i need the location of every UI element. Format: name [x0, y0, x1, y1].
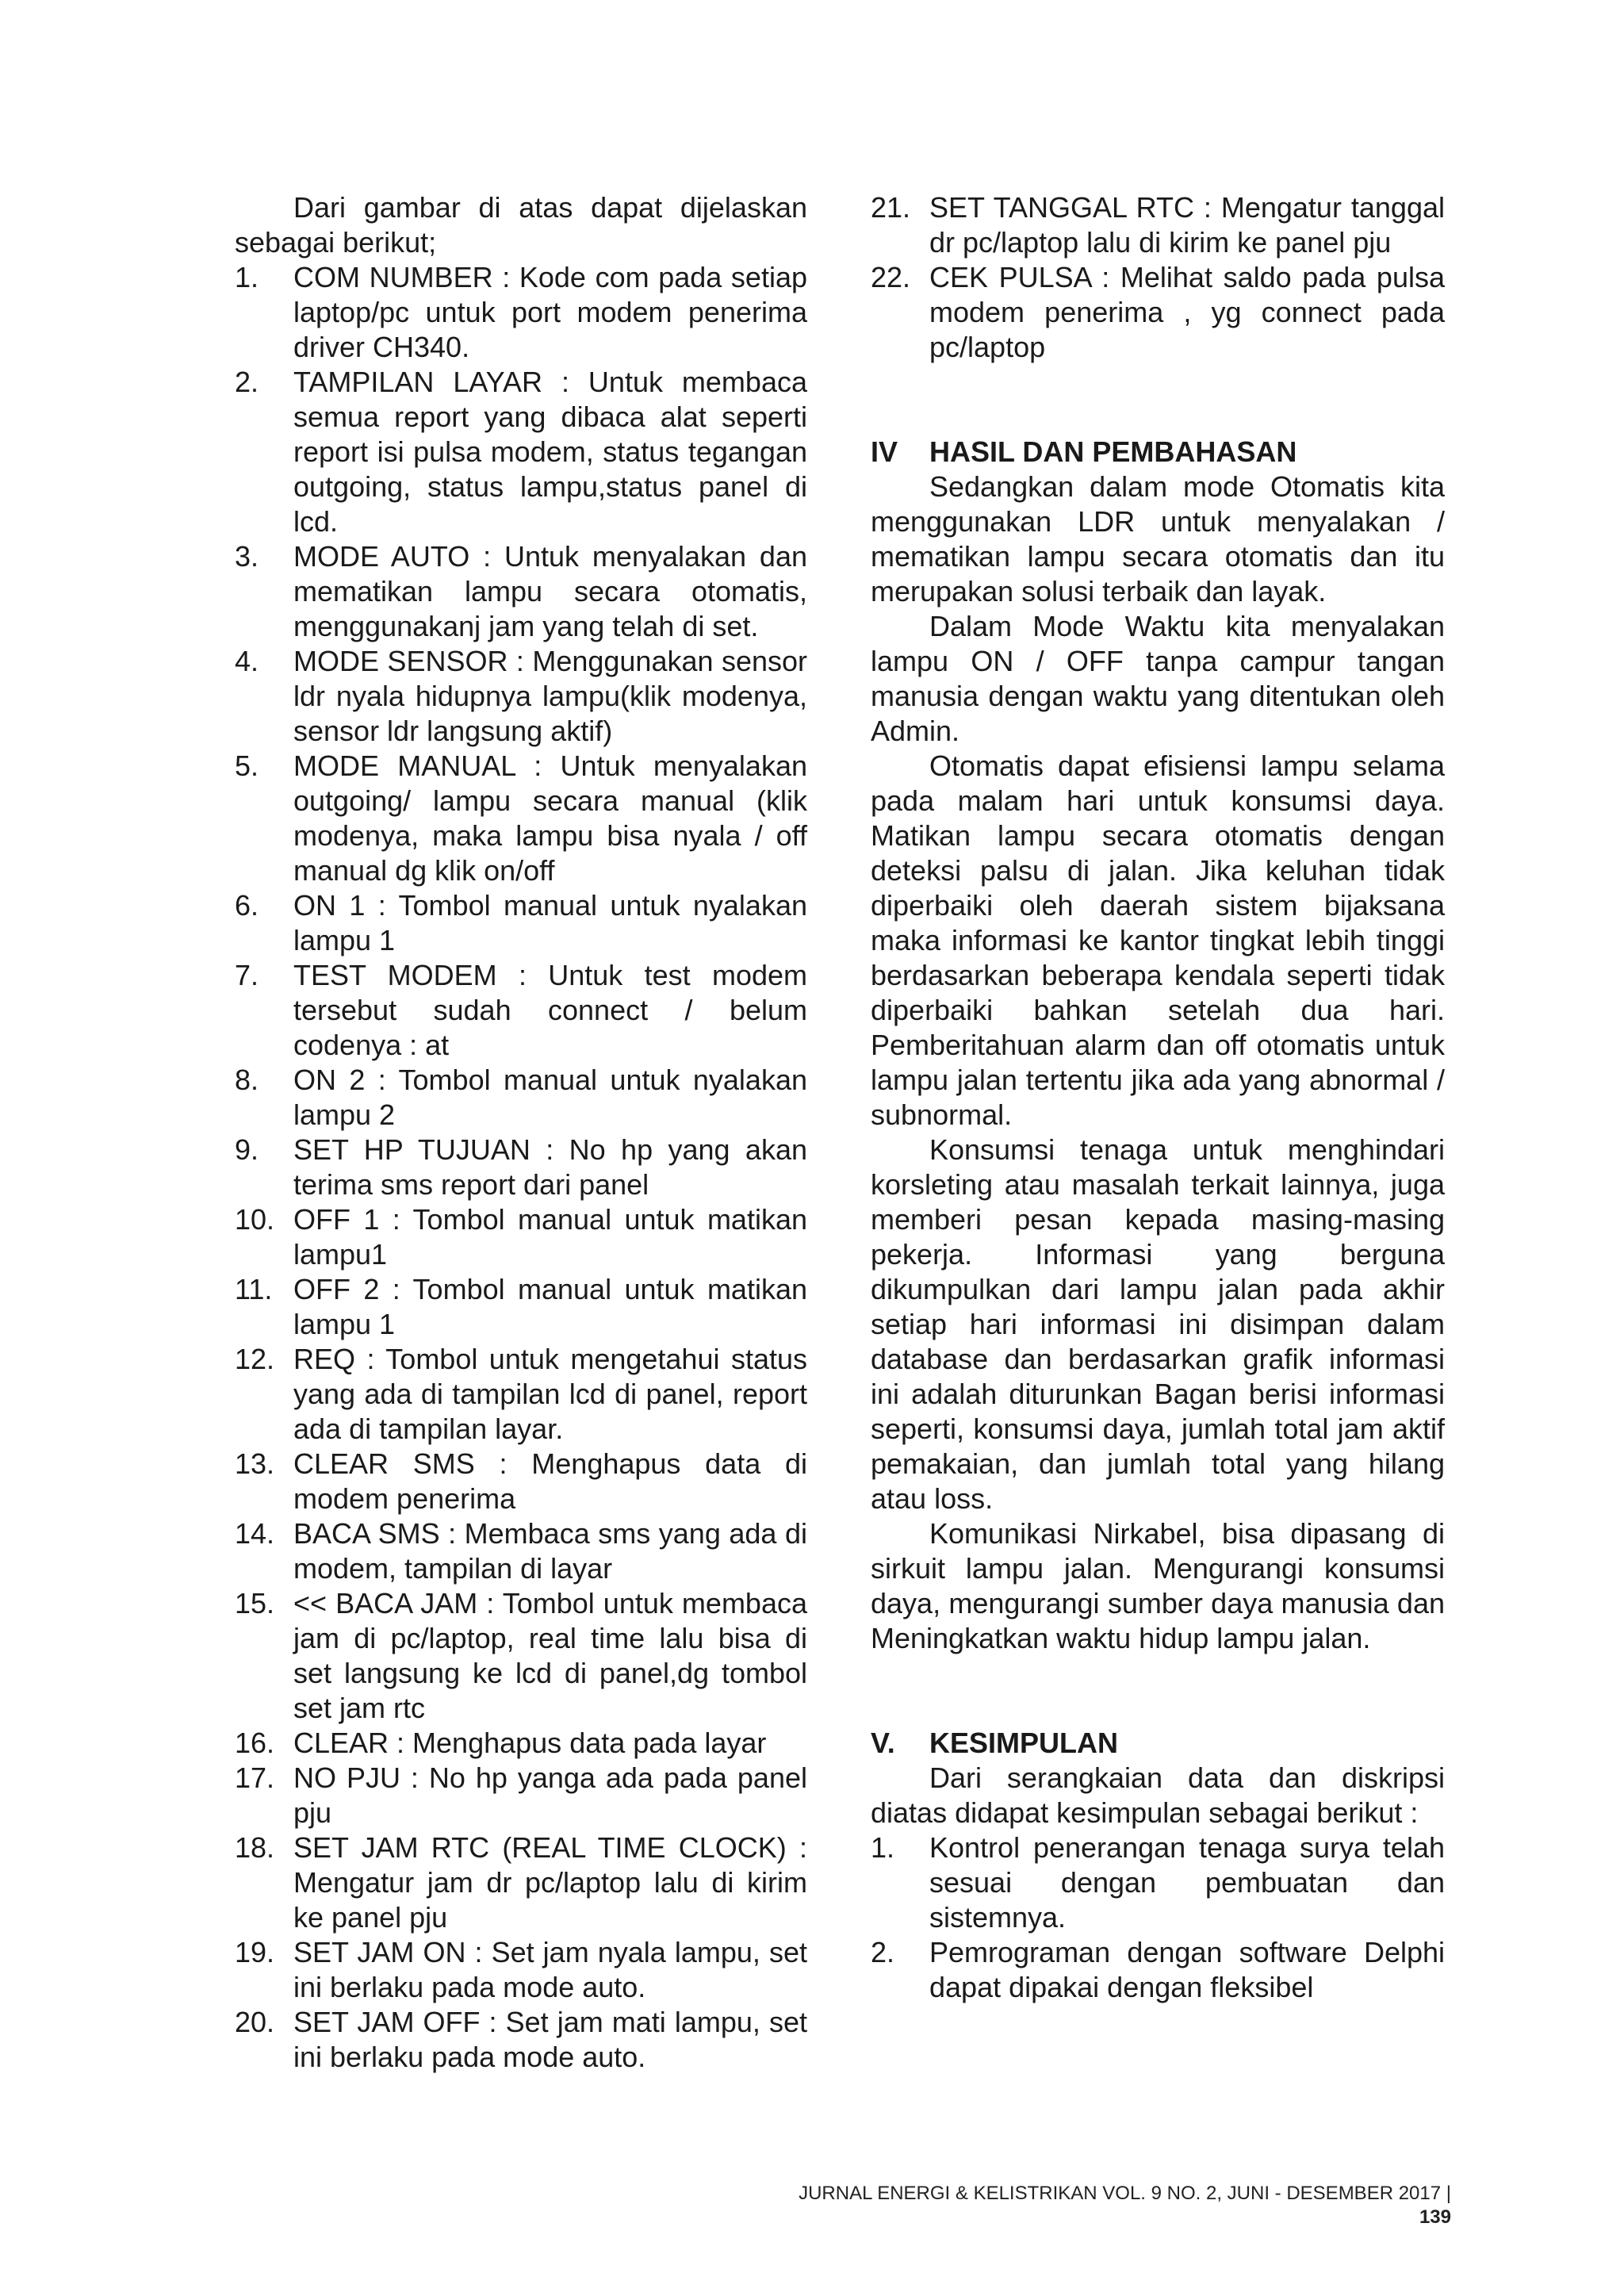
list-item: [235, 958, 807, 1063]
feature-list-continued: [871, 190, 1445, 365]
list-number: 18.: [235, 1831, 275, 1864]
list-text: TEST MODEM : Untuk test modem tersebut sudah connect / belum codenya : at: [293, 959, 807, 1061]
list-number: 12.: [235, 1343, 275, 1375]
left-column: [235, 190, 807, 2075]
list-number: 6.: [235, 889, 259, 922]
list-number: 13.: [235, 1447, 275, 1480]
list-text: << BACA JAM : Tombol untuk membaca jam di pc/laptop, real time lalu bisa di set langsung ke lcd di panel,dg tombol set jam rtc: [293, 1587, 807, 1724]
list-number: 2.: [235, 366, 259, 398]
body-paragraph: Komunikasi Nirkabel, bisa dipasang di sirkuit lampu jalan. Mengurangi konsumsi daya, mengurangi sumber daya manusia dan Meningkatkan waktu hidup lampu jalan.: [871, 1517, 1445, 1654]
section-title: HASIL DAN PEMBAHASAN: [929, 435, 1297, 468]
footer-separator: |: [1446, 2183, 1451, 2204]
list-number: 19.: [235, 1936, 275, 1968]
list-item: [235, 1342, 807, 1447]
list-item: [235, 1516, 807, 1586]
body-paragraph: Dalam Mode Waktu kita menyalakan lampu ON / OFF tanpa campur tangan manusia dengan waktu yang ditentukan oleh Admin.: [871, 610, 1445, 747]
body-paragraph: Otomatis dapat efisiensi lampu selama pada malam hari untuk konsumsi daya. Matikan lampu secara otomatis dengan deteksi palsu di jalan. Jika keluhan tidak diperbaiki oleh daerah sistem bijaksana maka informasi ke kantor tingkat lebih tinggi berdasarkan beberapa kendala seperti tidak diperbaiki bahkan setelah dua hari. Pemberitahuan alarm dan off otomatis untuk lampu jalan tertentu jika ada yang abnormal / subnormal.: [871, 749, 1445, 1131]
list-item: [235, 365, 807, 539]
list-number: 17.: [235, 1761, 275, 1794]
list-item: [235, 1272, 807, 1342]
list-number: 3.: [235, 540, 259, 573]
page-footer: [769, 2182, 1451, 2229]
list-text: SET JAM RTC (REAL TIME CLOCK) : Mengatur jam dr pc/laptop lalu di kirim ke panel pju: [293, 1831, 807, 1934]
list-item: [235, 749, 807, 888]
intro-paragraph: Dari gambar di atas dapat dijelaskan sebagai berikut;: [235, 191, 807, 259]
list-item: [871, 1935, 1445, 2005]
list-text: OFF 2 : Tombol manual untuk matikan lampu 1: [293, 1273, 807, 1340]
list-item: [871, 260, 1445, 365]
section-heading-kesimpulan: [871, 1726, 1445, 1761]
list-text: SET JAM OFF : Set jam mati lampu, set ini berlaku pada mode auto.: [293, 2006, 807, 2073]
list-item: [871, 1830, 1445, 1935]
list-number: 22.: [871, 261, 911, 293]
list-number: 2.: [871, 1936, 895, 1968]
conclusion-list: [871, 1830, 1445, 2005]
list-text: SET JAM ON : Set jam nyala lampu, set ini berlaku pada mode auto.: [293, 1936, 807, 2003]
right-column: [871, 190, 1445, 2005]
list-text: Kontrol penerangan tenaga surya telah sesuai dengan pembuatan dan sistemnya.: [929, 1831, 1445, 1934]
list-text: TAMPILAN LAYAR : Untuk membaca semua report yang dibaca alat seperti report isi pulsa modem, status tegangan outgoing, status lampu,status panel di lcd.: [293, 366, 807, 538]
body-paragraph: Sedangkan dalam mode Otomatis kita menggunakan LDR untuk menyalakan / mematikan lampu secara otomatis dan itu merupakan solusi terbaik dan layak.: [871, 470, 1445, 608]
list-text: Pemrograman dengan software Delphi dapat dipakai dengan fleksibel: [929, 1936, 1445, 2003]
list-number: 16.: [235, 1727, 275, 1759]
list-item: [235, 1133, 807, 1202]
list-number: 1.: [871, 1831, 895, 1864]
spacer: [871, 1656, 1445, 1726]
section-number: IV: [871, 435, 898, 468]
journal-name: JURNAL ENERGI & KELISTRIKAN VOL. 9 NO. 2, JUNI - DESEMBER 2017: [799, 2183, 1442, 2204]
list-text: ON 1 : Tombol manual untuk nyalakan lampu 1: [293, 889, 807, 956]
list-text: BACA SMS : Membaca sms yang ada di modem, tampilan di layar: [293, 1517, 807, 1585]
list-number: 11.: [235, 1273, 273, 1305]
list-item: [235, 1726, 807, 1761]
list-item: [235, 1935, 807, 2005]
list-item: [235, 1761, 807, 1830]
list-item: [235, 888, 807, 958]
list-item: [871, 190, 1445, 260]
list-item: [235, 1830, 807, 1935]
section-number: V.: [871, 1727, 895, 1759]
list-text: NO PJU : No hp yanga ada pada panel pju: [293, 1761, 807, 1829]
list-number: 20.: [235, 2006, 275, 2038]
list-number: 9.: [235, 1133, 259, 1166]
feature-list: [235, 260, 807, 2075]
list-number: 4.: [235, 645, 259, 677]
list-item: [235, 1586, 807, 1726]
list-text: MODE SENSOR : Menggunakan sensor ldr nyala hidupnya lampu(klik modenya, sensor ldr langsung aktif): [293, 645, 807, 747]
body-paragraph: Konsumsi tenaga untuk menghindari korsleting atau masalah terkait lainnya, juga memberi pesan kepada masing-masing pekerja. Informasi yang berguna dikumpulkan dari lampu jalan pada akhir setiap hari informasi ini disimpan dalam database dan berdasarkan grafik informasi ini adalah diturunkan Bagan berisi informasi seperti, konsumsi daya, jumlah total jam aktif pemakaian, dan jumlah total yang hilang atau loss.: [871, 1133, 1445, 1515]
list-number: 14.: [235, 1517, 275, 1550]
list-number: 21.: [871, 191, 911, 224]
conclusion-intro: Dari serangkaian data dan diskripsi diatas didapat kesimpulan sebagai berikut :: [871, 1761, 1445, 1829]
list-number: 5.: [235, 749, 259, 782]
page-number: 139: [1419, 2206, 1451, 2228]
list-text: CLEAR SMS : Menghapus data di modem penerima: [293, 1447, 807, 1515]
list-text: MODE MANUAL : Untuk menyalakan outgoing/ lampu secara manual (klik modenya, maka lampu bisa nyala / off manual dg klik on/off: [293, 749, 807, 887]
list-text: MODE AUTO : Untuk menyalakan dan mematikan lampu secara otomatis, menggunakanj jam yang telah di set.: [293, 540, 807, 642]
list-item: [235, 260, 807, 365]
list-text: REQ : Tombol untuk mengetahui status yang ada di tampilan lcd di panel, report ada di tampilan layar.: [293, 1343, 807, 1445]
list-text: SET TANGGAL RTC : Mengatur tanggal dr pc/laptop lalu di kirim ke panel pju: [929, 191, 1445, 259]
list-text: COM NUMBER : Kode com pada setiap laptop/pc untuk port modem penerima driver CH340.: [293, 261, 807, 363]
section-title: KESIMPULAN: [929, 1727, 1119, 1759]
list-item: [235, 1447, 807, 1516]
list-item: [235, 644, 807, 749]
spacer: [871, 365, 1445, 435]
list-text: CEK PULSA : Melihat saldo pada pulsa modem penerima , yg connect pada pc/laptop: [929, 261, 1445, 363]
list-text: CLEAR : Menghapus data pada layar: [293, 1727, 767, 1759]
list-number: 7.: [235, 959, 259, 991]
list-number: 8.: [235, 1064, 259, 1096]
list-text: SET HP TUJUAN : No hp yang akan terima sms report dari panel: [293, 1133, 807, 1201]
list-item: [235, 1202, 807, 1272]
section-heading-hasil: [871, 435, 1445, 470]
list-item: [235, 1063, 807, 1133]
list-number: 10.: [235, 1203, 275, 1236]
list-text: ON 2 : Tombol manual untuk nyalakan lampu 2: [293, 1064, 807, 1131]
list-item: [235, 539, 807, 644]
list-text: OFF 1 : Tombol manual untuk matikan lampu1: [293, 1203, 807, 1271]
list-number: 15.: [235, 1587, 275, 1619]
list-item: [235, 2005, 807, 2075]
list-number: 1.: [235, 261, 259, 293]
